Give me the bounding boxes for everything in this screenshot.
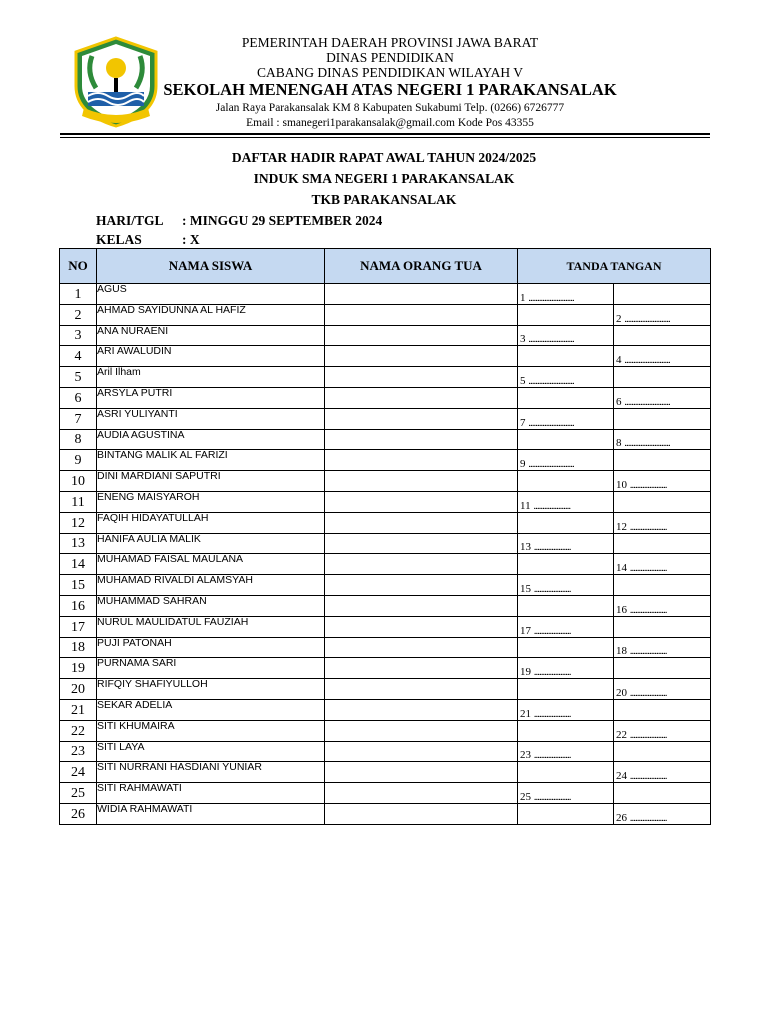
parent-name-cell[interactable] bbox=[325, 408, 518, 429]
table-row bbox=[60, 762, 711, 783]
table-header-row bbox=[60, 249, 711, 284]
signature-number: 12 bbox=[616, 520, 627, 533]
table-row bbox=[60, 450, 711, 471]
signature-cell-left[interactable] bbox=[518, 595, 614, 616]
signature-cell-right[interactable] bbox=[614, 699, 711, 720]
signature-line: ..................... bbox=[533, 582, 571, 595]
row-number: 4 bbox=[60, 346, 97, 367]
row-number: 2 bbox=[60, 304, 97, 325]
header-no: NO bbox=[60, 249, 97, 284]
signature-number: 5 bbox=[520, 374, 526, 387]
signature-cell-right[interactable] bbox=[614, 325, 711, 346]
signature-number: 20 bbox=[616, 686, 627, 699]
table-row bbox=[60, 408, 711, 429]
student-name: SEKAR ADELIA bbox=[97, 699, 325, 720]
row-number: 6 bbox=[60, 387, 97, 408]
student-name: SITI NURRANI HASDIANI YUNIAR bbox=[97, 762, 325, 783]
signature-cell-right[interactable] bbox=[614, 575, 711, 596]
signature-line: .......................... bbox=[624, 395, 670, 408]
row-number: 26 bbox=[60, 803, 97, 824]
row-number: 5 bbox=[60, 367, 97, 388]
parent-name-cell[interactable] bbox=[325, 284, 518, 305]
parent-name-cell[interactable] bbox=[325, 471, 518, 492]
student-name: ENENG MAISYAROH bbox=[97, 491, 325, 512]
signature-number: 6 bbox=[616, 395, 622, 408]
row-number: 24 bbox=[60, 762, 97, 783]
signature-line: ..................... bbox=[629, 562, 667, 575]
signature-number: 9 bbox=[520, 458, 526, 471]
parent-name-cell[interactable] bbox=[325, 491, 518, 512]
row-number: 7 bbox=[60, 408, 97, 429]
student-name: Aril Ilham bbox=[97, 367, 325, 388]
signature-cell-left[interactable] bbox=[518, 658, 614, 679]
signature-number: 7 bbox=[520, 416, 526, 429]
header-contact: Email : smanegeri1parakansalak@gmail.com Kode Pos 43355 bbox=[246, 117, 534, 129]
table-row bbox=[60, 304, 711, 325]
signature-cell-left[interactable] bbox=[518, 575, 614, 596]
table-row bbox=[60, 284, 711, 305]
row-number: 10 bbox=[60, 471, 97, 492]
table-row bbox=[60, 699, 711, 720]
signature-line: ..................... bbox=[533, 666, 571, 679]
signature-cell-left[interactable] bbox=[518, 554, 614, 575]
student-name: AGUS bbox=[97, 284, 325, 305]
row-number: 18 bbox=[60, 637, 97, 658]
signature-cell-left[interactable] bbox=[518, 533, 614, 554]
signature-cell-right[interactable] bbox=[614, 554, 711, 575]
parent-name-cell[interactable] bbox=[325, 637, 518, 658]
signature-number: 8 bbox=[616, 437, 622, 450]
table-row bbox=[60, 637, 711, 658]
table-row bbox=[60, 387, 711, 408]
parent-name-cell[interactable] bbox=[325, 803, 518, 824]
row-number: 21 bbox=[60, 699, 97, 720]
signature-number: 3 bbox=[520, 333, 526, 346]
student-name: MUHAMMAD SAHRAN bbox=[97, 595, 325, 616]
signature-line: ..................... bbox=[629, 728, 667, 741]
row-number: 25 bbox=[60, 783, 97, 804]
header-school-name: SEKOLAH MENENGAH ATAS NEGERI 1 PARAKANSALAK bbox=[163, 80, 617, 99]
table-row bbox=[60, 616, 711, 637]
student-name: ARSYLA PUTRI bbox=[97, 387, 325, 408]
header-branch: CABANG DINAS PENDIDIKAN WILAYAH V bbox=[256, 65, 523, 80]
table-row bbox=[60, 325, 711, 346]
row-number: 16 bbox=[60, 595, 97, 616]
table-row bbox=[60, 471, 711, 492]
signature-number: 10 bbox=[616, 478, 627, 491]
signature-number: 16 bbox=[616, 603, 627, 616]
meta-class-label: KELAS bbox=[96, 232, 142, 247]
header-parent-name: NAMA ORANG TUA bbox=[325, 249, 518, 284]
table-row bbox=[60, 595, 711, 616]
signature-line: ..................... bbox=[533, 541, 571, 554]
signature-cell-left[interactable] bbox=[518, 450, 614, 471]
row-number: 14 bbox=[60, 554, 97, 575]
signature-line: ..................... bbox=[629, 603, 667, 616]
signature-cell-right[interactable] bbox=[614, 367, 711, 388]
signature-number: 22 bbox=[616, 728, 627, 741]
signature-cell-right[interactable] bbox=[614, 679, 711, 700]
document-subtitle: INDUK SMA NEGERI 1 PARAKANSALAK bbox=[253, 171, 515, 186]
signature-cell-left[interactable] bbox=[518, 429, 614, 450]
parent-name-cell[interactable] bbox=[325, 512, 518, 533]
parent-name-cell[interactable] bbox=[325, 720, 518, 741]
meta-date-label: HARI/TGL bbox=[96, 213, 164, 228]
student-name: MUHAMAD RIVALDI ALAMSYAH bbox=[97, 575, 325, 596]
signature-cell-right[interactable] bbox=[614, 741, 711, 762]
document-title: DAFTAR HADIR RAPAT AWAL TAHUN 2024/2025 bbox=[231, 150, 537, 165]
header-address: Jalan Raya Parakansalak KM 8 Kabupaten Sukabumi Telp. (0266) 6726777 bbox=[215, 102, 565, 114]
parent-name-cell[interactable] bbox=[325, 533, 518, 554]
student-name: PURNAMA SARI bbox=[97, 658, 325, 679]
student-name: ARI AWALUDIN bbox=[97, 346, 325, 367]
signature-cell-right[interactable] bbox=[614, 284, 711, 305]
row-number: 17 bbox=[60, 616, 97, 637]
row-number: 1 bbox=[60, 284, 97, 305]
signature-cell-right[interactable] bbox=[614, 450, 711, 471]
signature-number: 26 bbox=[616, 811, 627, 824]
signature-cell-left[interactable] bbox=[518, 325, 614, 346]
table-row bbox=[60, 679, 711, 700]
signature-cell-left[interactable] bbox=[518, 699, 614, 720]
student-name: AHMAD SAYIDUNNA AL HAFIZ bbox=[97, 304, 325, 325]
signature-line: ..................... bbox=[629, 645, 667, 658]
header-divider-thick bbox=[60, 133, 710, 135]
signature-cell-left[interactable] bbox=[518, 783, 614, 804]
parent-name-cell[interactable] bbox=[325, 346, 518, 367]
signature-number: 18 bbox=[616, 645, 627, 658]
table-row bbox=[60, 554, 711, 575]
row-number: 22 bbox=[60, 720, 97, 741]
row-number: 9 bbox=[60, 450, 97, 471]
signature-number: 1 bbox=[520, 291, 526, 304]
row-number: 19 bbox=[60, 658, 97, 679]
signature-cell-left[interactable] bbox=[518, 512, 614, 533]
signature-line: .......................... bbox=[624, 437, 670, 450]
signature-cell-right[interactable] bbox=[614, 387, 711, 408]
meta-date-value: : MINGGU 29 SEPTEMBER 2024 bbox=[182, 213, 383, 228]
signature-number: 17 bbox=[520, 624, 531, 637]
signature-cell-right[interactable] bbox=[614, 783, 711, 804]
signature-cell-right[interactable] bbox=[614, 512, 711, 533]
signature-line: ..................... bbox=[533, 790, 571, 803]
parent-name-cell[interactable] bbox=[325, 575, 518, 596]
signature-line: ..................... bbox=[629, 811, 667, 824]
attendance-table bbox=[59, 248, 711, 825]
table-row bbox=[60, 512, 711, 533]
row-number: 11 bbox=[60, 491, 97, 512]
meta-date bbox=[96, 214, 382, 228]
signature-number: 19 bbox=[520, 666, 531, 679]
signature-cell-right[interactable] bbox=[614, 408, 711, 429]
parent-name-cell[interactable] bbox=[325, 429, 518, 450]
table-row bbox=[60, 783, 711, 804]
table-row bbox=[60, 533, 711, 554]
signature-cell-left[interactable] bbox=[518, 741, 614, 762]
signature-cell-right[interactable] bbox=[614, 762, 711, 783]
signature-number: 11 bbox=[520, 499, 531, 512]
row-number: 15 bbox=[60, 575, 97, 596]
header-divider-thin bbox=[60, 137, 710, 138]
signature-cell-left[interactable] bbox=[518, 408, 614, 429]
signature-cell-left[interactable] bbox=[518, 679, 614, 700]
signature-line: ..................... bbox=[533, 707, 571, 720]
parent-name-cell[interactable] bbox=[325, 450, 518, 471]
signature-cell-right[interactable] bbox=[614, 471, 711, 492]
student-name: ASRI YULIYANTI bbox=[97, 408, 325, 429]
signature-cell-right[interactable] bbox=[614, 616, 711, 637]
signature-cell-right[interactable] bbox=[614, 346, 711, 367]
header-student-name: NAMA SISWA bbox=[97, 249, 325, 284]
table-body bbox=[60, 284, 711, 825]
signature-line: .......................... bbox=[528, 291, 574, 304]
signature-cell-right[interactable] bbox=[614, 533, 711, 554]
table-row bbox=[60, 741, 711, 762]
parent-name-cell[interactable] bbox=[325, 367, 518, 388]
signature-line: .......................... bbox=[624, 312, 670, 325]
row-number: 8 bbox=[60, 429, 97, 450]
signature-line: ..................... bbox=[533, 749, 571, 762]
signature-cell-right[interactable] bbox=[614, 491, 711, 512]
signature-cell-left[interactable] bbox=[518, 367, 614, 388]
header-government: PEMERINTAH DAERAH PROVINSI JAWA BARAT bbox=[241, 35, 539, 50]
signature-number: 2 bbox=[616, 312, 622, 325]
student-name: MUHAMAD FAISAL MAULANA bbox=[97, 554, 325, 575]
signature-number: 25 bbox=[520, 790, 531, 803]
parent-name-cell[interactable] bbox=[325, 554, 518, 575]
student-name: HANIFA AULIA MALIK bbox=[97, 533, 325, 554]
table-row bbox=[60, 720, 711, 741]
signature-cell-left[interactable] bbox=[518, 471, 614, 492]
parent-name-cell[interactable] bbox=[325, 387, 518, 408]
signature-line: ..................... bbox=[629, 478, 667, 491]
signature-line: ..................... bbox=[629, 770, 667, 783]
student-name: BINTANG MALIK AL FARIZI bbox=[97, 450, 325, 471]
student-name: ANA NURAENI bbox=[97, 325, 325, 346]
parent-name-cell[interactable] bbox=[325, 762, 518, 783]
table-row bbox=[60, 491, 711, 512]
student-name: FAQIH HIDAYATULLAH bbox=[97, 512, 325, 533]
student-name: AUDIA AGUSTINA bbox=[97, 429, 325, 450]
parent-name-cell[interactable] bbox=[325, 658, 518, 679]
signature-line: .......................... bbox=[528, 416, 574, 429]
row-number: 23 bbox=[60, 741, 97, 762]
signature-line: .......................... bbox=[528, 458, 574, 471]
parent-name-cell[interactable] bbox=[325, 679, 518, 700]
student-name: SITI RAHMAWATI bbox=[97, 783, 325, 804]
signature-cell-left[interactable] bbox=[518, 346, 614, 367]
row-number: 3 bbox=[60, 325, 97, 346]
signature-number: 13 bbox=[520, 541, 531, 554]
signature-cell-left[interactable] bbox=[518, 304, 614, 325]
signature-cell-left[interactable] bbox=[518, 720, 614, 741]
meta-class bbox=[96, 233, 200, 247]
table-row bbox=[60, 429, 711, 450]
student-name: PUJI PATONAH bbox=[97, 637, 325, 658]
document-location: TKB PARAKANSALAK bbox=[311, 192, 457, 207]
row-number: 13 bbox=[60, 533, 97, 554]
student-name: SITI KHUMAIRA bbox=[97, 720, 325, 741]
student-name: NURUL MAULIDATUL FAUZIAH bbox=[97, 616, 325, 637]
signature-line: ..................... bbox=[533, 624, 571, 637]
signature-cell-left[interactable] bbox=[518, 616, 614, 637]
signature-line: .......................... bbox=[624, 354, 670, 367]
signature-cell-left[interactable] bbox=[518, 387, 614, 408]
parent-name-cell[interactable] bbox=[325, 304, 518, 325]
signature-line: ..................... bbox=[629, 686, 667, 699]
parent-name-cell[interactable] bbox=[325, 325, 518, 346]
row-number: 12 bbox=[60, 512, 97, 533]
parent-name-cell[interactable] bbox=[325, 741, 518, 762]
parent-name-cell[interactable] bbox=[325, 616, 518, 637]
student-name: SITI LAYA bbox=[97, 741, 325, 762]
signature-line: .......................... bbox=[528, 333, 574, 346]
meta-class-value: : X bbox=[182, 232, 200, 247]
signature-cell-left[interactable] bbox=[518, 284, 614, 305]
row-number: 20 bbox=[60, 679, 97, 700]
student-name: RIFQIY SHAFIYULLOH bbox=[97, 679, 325, 700]
table-row bbox=[60, 658, 711, 679]
parent-name-cell[interactable] bbox=[325, 783, 518, 804]
signature-line: ..................... bbox=[533, 499, 571, 512]
student-name: DINI MARDIANI SAPUTRI bbox=[97, 471, 325, 492]
signature-number: 21 bbox=[520, 707, 531, 720]
signature-cell-right[interactable] bbox=[614, 304, 711, 325]
signature-number: 15 bbox=[520, 582, 531, 595]
signature-number: 24 bbox=[616, 770, 627, 783]
signature-cell-left[interactable] bbox=[518, 491, 614, 512]
table-row bbox=[60, 803, 711, 824]
signature-line: ..................... bbox=[629, 520, 667, 533]
signature-cell-right[interactable] bbox=[614, 658, 711, 679]
student-name: WIDIA RAHMAWATI bbox=[97, 803, 325, 824]
signature-cell-right[interactable] bbox=[614, 803, 711, 824]
parent-name-cell[interactable] bbox=[325, 699, 518, 720]
signature-cell-left[interactable] bbox=[518, 637, 614, 658]
parent-name-cell[interactable] bbox=[325, 595, 518, 616]
signature-cell-right[interactable] bbox=[614, 637, 711, 658]
signature-cell-right[interactable] bbox=[614, 429, 711, 450]
signature-cell-right[interactable] bbox=[614, 720, 711, 741]
signature-number: 23 bbox=[520, 749, 531, 762]
table-row bbox=[60, 575, 711, 596]
header-department: DINAS PENDIDIKAN bbox=[326, 50, 454, 65]
signature-number: 14 bbox=[616, 562, 627, 575]
signature-cell-left[interactable] bbox=[518, 762, 614, 783]
signature-number: 4 bbox=[616, 354, 622, 367]
signature-cell-right[interactable] bbox=[614, 595, 711, 616]
header-signature: TANDA TANGAN bbox=[518, 249, 711, 284]
signature-line: .......................... bbox=[528, 374, 574, 387]
table-row bbox=[60, 367, 711, 388]
signature-cell-left[interactable] bbox=[518, 803, 614, 824]
table-row bbox=[60, 346, 711, 367]
school-logo bbox=[70, 36, 162, 128]
